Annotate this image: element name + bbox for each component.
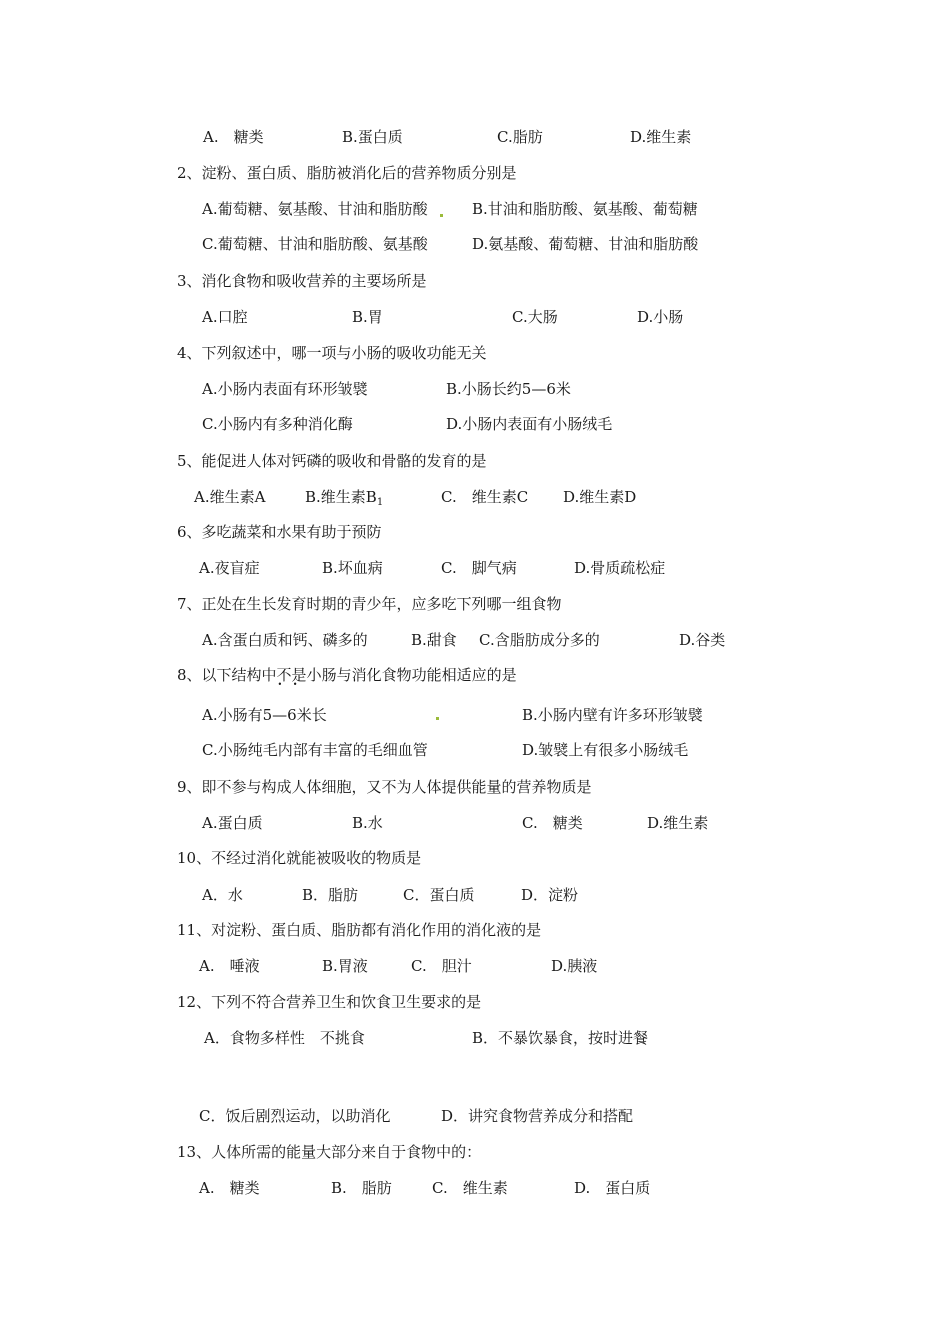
- question-6-stem: 6、多吃蔬菜和水果有助于预防: [177, 523, 382, 541]
- option-b: B.胃: [352, 308, 383, 326]
- option-b: B.胃液: [322, 957, 368, 975]
- option-d: D.氨基酸、葡萄糖、甘油和脂肪酸: [472, 235, 699, 253]
- option-c: C. 脚气病: [441, 559, 517, 577]
- option-a: A. 唾液: [199, 957, 260, 975]
- option-b: B. 脂肪: [331, 1179, 392, 1197]
- option-c: C. 维生素: [432, 1179, 508, 1197]
- option-b: [305, 487, 383, 513]
- option-a: A．食物多样性 不挑食: [204, 1029, 365, 1047]
- option-a: A.小肠有5—6米长: [202, 706, 327, 724]
- option-b: B.坏血病: [322, 559, 383, 577]
- option-a: A. 糖类: [203, 128, 264, 146]
- option-a: A.夜盲症: [199, 559, 260, 577]
- option-a: A．水: [202, 886, 243, 904]
- option-b-subscript: 1: [376, 497, 384, 508]
- option-c: C.小肠内有多种消化酶: [202, 415, 353, 433]
- stem-end: 小肠与消化食物功能相适应的是: [306, 666, 517, 684]
- option-d: D.骨质疏松症: [574, 559, 666, 577]
- option-d: D. 蛋白质: [574, 1179, 651, 1197]
- option-b: B．脂肪: [302, 886, 359, 904]
- question-4-stem: 4、下列叙述中，哪一项与小肠的吸收功能无关: [177, 344, 487, 362]
- question-13-stem: 13、人体所需的能量大部分来自于食物中的：: [177, 1143, 482, 1161]
- option-d: D.小肠内表面有小肠绒毛: [446, 415, 613, 433]
- option-d: D．淀粉: [521, 886, 579, 904]
- option-c: C.含脂肪成分多的: [479, 631, 600, 649]
- option-b-text: B.维生素B: [305, 488, 377, 506]
- option-b: B.甜食: [411, 631, 457, 649]
- option-b: B.甘油和脂肪酸、氨基酸、葡萄糖: [472, 200, 698, 218]
- option-b: B．不暴饮暴食，按时进餐: [472, 1029, 649, 1047]
- question-7-stem: 7、正处在生长发育时期的青少年，应多吃下列哪一组食物: [177, 595, 562, 613]
- scan-speck: [440, 214, 443, 217]
- question-5-stem: 5、能促进人体对钙磷的吸收和骨骼的发育的是: [177, 452, 487, 470]
- question-12-stem: 12、下列不符合营养卫生和饮食卫生要求的是: [177, 993, 482, 1011]
- option-a: A. 糖类: [199, 1179, 260, 1197]
- option-a: A.蛋白质: [202, 814, 263, 832]
- option-c: C.小肠纯毛内部有丰富的毛细血管: [202, 741, 428, 759]
- option-c: C．饭后剧烈运动，以助消化: [199, 1107, 391, 1125]
- scan-speck: [436, 717, 439, 720]
- option-d: D．讲究食物营养成分和搭配: [441, 1107, 634, 1125]
- option-b: B.水: [352, 814, 383, 832]
- option-a: A.维生素A: [194, 488, 266, 506]
- option-c: C. 胆汁: [411, 957, 472, 975]
- option-c: C. 糖类: [522, 814, 583, 832]
- question-8-stem: [177, 665, 517, 685]
- option-c: C.葡萄糖、甘油和脂肪酸、氨基酸: [202, 235, 428, 253]
- option-b: B.蛋白质: [342, 128, 403, 146]
- option-a: A.含蛋白质和钙、磷多的: [202, 631, 368, 649]
- question-3-stem: 3、消化食物和吸收营养的主要场所是: [177, 272, 427, 290]
- stem-start: 8、以下结构中: [177, 666, 277, 684]
- question-11-stem: 11、对淀粉、蛋白质、脂肪都有消化作用的消化液的是: [177, 921, 542, 939]
- option-d: D.谷类: [679, 631, 726, 649]
- question-10-stem: 10、不经过消化就能被吸收的物质是: [177, 849, 422, 867]
- emphasized-not: 不是 • •: [277, 666, 307, 684]
- question-9-stem: 9、即不参与构成人体细胞，又不为人体提供能量的营养物质是: [177, 778, 592, 796]
- option-d: D.维生素: [630, 128, 692, 146]
- option-c: C.大肠: [512, 308, 558, 326]
- option-d: D.胰液: [551, 957, 598, 975]
- option-c: C.脂肪: [497, 128, 543, 146]
- option-a: A.小肠内表面有环形皱襞: [202, 380, 368, 398]
- option-d: D.维生素D: [563, 488, 637, 506]
- option-d: D.维生素: [647, 814, 709, 832]
- option-d: D.皱襞上有很多小肠绒毛: [522, 741, 689, 759]
- option-d: D.小肠: [637, 308, 684, 326]
- option-b: B.小肠内壁有许多环形皱襞: [522, 706, 703, 724]
- option-a: A.葡萄糖、氨基酸、甘油和脂肪酸: [202, 200, 428, 218]
- question-2-stem: 2、淀粉、蛋白质、脂肪被消化后的营养物质分别是: [177, 164, 517, 182]
- option-c: C. 维生素C: [441, 488, 529, 506]
- option-b: B.小肠长约5—6米: [446, 380, 571, 398]
- option-a: A.口腔: [202, 308, 248, 326]
- option-c: C．蛋白质: [403, 886, 475, 904]
